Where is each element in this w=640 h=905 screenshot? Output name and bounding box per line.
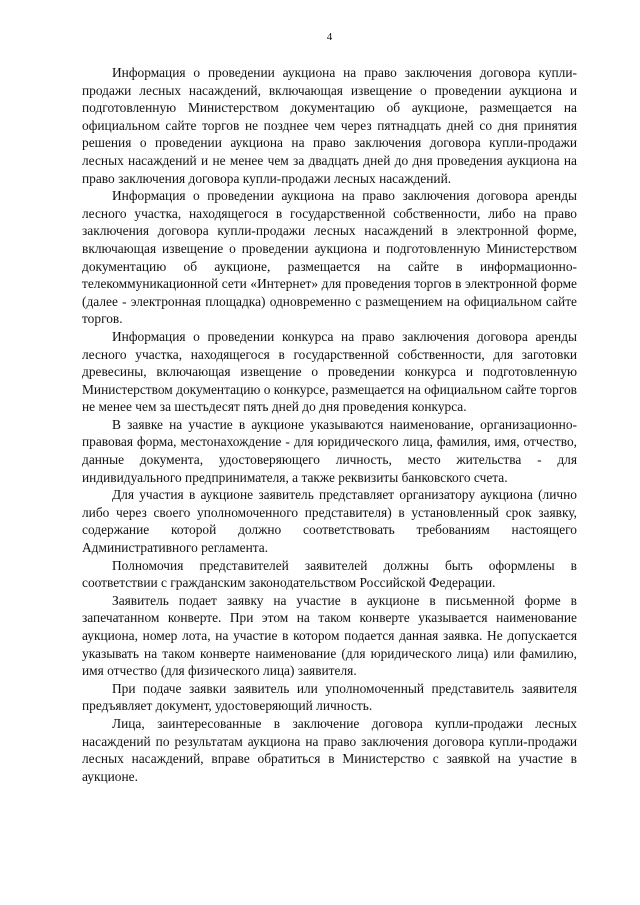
paragraph-representative-authority: Полномочия представителей заявителей должны быть оформлены в соответствии с гражданским законодательством Российской Федерации. bbox=[82, 557, 577, 591]
paragraph-contest-info: Информация о проведении конкурса на право заключения договора аренды лесного участка, находящегося в государственной собственности, для заготовки древесины, включающая извещение о проведении конкурса и подготовленную Министерством документацию о конкурсе, размещается на официальном сайте торгов не менее чем за шестьдесят пять дней до дня проведения конкурса. bbox=[82, 328, 577, 415]
paragraph-identity-document: При подаче заявки заявитель или уполномоченный представитель заявителя предъявляет документ, удостоверяющий личность. bbox=[82, 680, 577, 714]
paragraph-application-contents: В заявке на участие в аукционе указываются наименование, организационно-правовая форма, местонахождение - для юридического лица, фамилия, имя, отчество, данные документа, удостоверяющего личность, место жительства - для индивидуального предпринимателя, а также реквизиты банковского счета. bbox=[82, 416, 577, 485]
paragraph-auction-timber-sale-info: Информация о проведении аукциона на право заключения договора купли-продажи лесных насаждений, включающая извещение о проведении аукциона и подготовленную Министерством документацию об аукционе, размещается на официальном сайте торгов не позднее чем через пятнадцать дней со дня принятия решения о проведении аукциона на право заключения договора купли-продажи лесных насаждений и не менее чем за двадцать дней до дня проведения аукциона на право заключения договора купли-продажи лесных насаждений. bbox=[82, 65, 577, 186]
paragraph-sealed-envelope: Заявитель подает заявку на участие в аукционе в письменной форме в запечатанном конверте. При этом на таком конверте указывается наименование аукциона, номер лота, на участие в котором подается данная заявка. Не допускается указывать на таком конверте наименование (для юридического лица) или фамилию, имя отчество (для физического лица) заявителя. bbox=[82, 592, 577, 679]
paragraph-application-submission: Для участия в аукционе заявитель представляет организатору аукциона (лично либо через своего уполномоченного представителя) в установленный срок заявку, содержание которой должно соответствовать требованиям настоящего Административного регламента. bbox=[82, 487, 577, 556]
paragraph-interested-persons: Лица, заинтересованные в заключение договора купли-продажи лесных насаждений по результатам аукциона на право заключения договора купли-продажи лесных насаждений, вправе обратиться в Министерство с заявкой на участие в аукционе. bbox=[82, 715, 577, 784]
page-number: 4 bbox=[326, 31, 333, 43]
paragraph-electronic-auction-info: Информация о проведении аукциона на право заключения договора аренды лесного участка, находящегося в государственной собственности, либо на право заключения договора купли-продажи лесных насаждений в электронной форме, включающая извещение о проведении аукциона и подготовленную Министерством документацию об аукционе, размещается на сайте в информационно-телекоммуникационной сети «Интернет» для проведения торгов в электронной форме (далее - электронная площадка) одновременно с размещением на официальном сайте торгов. bbox=[82, 188, 577, 327]
